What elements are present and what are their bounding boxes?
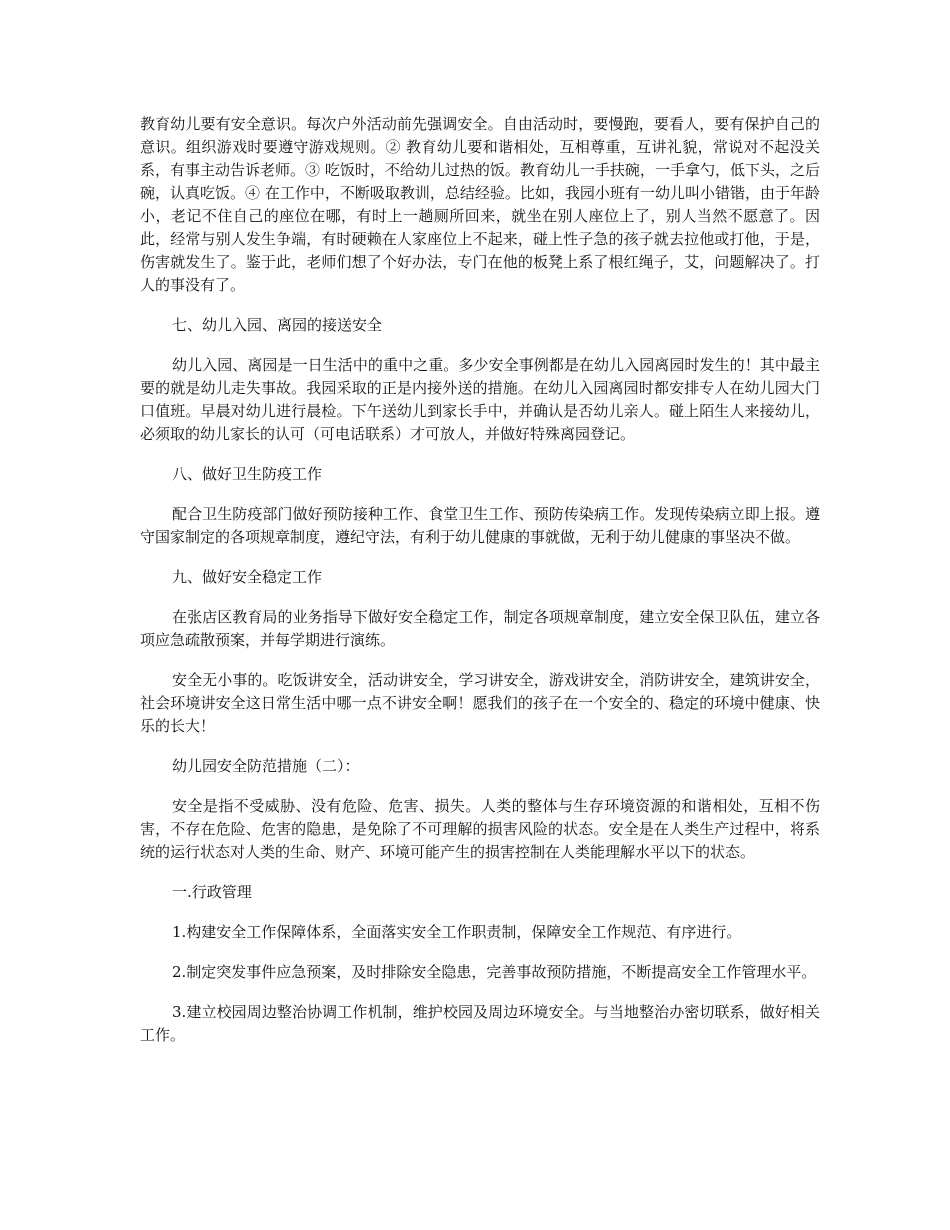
paragraph-stability-work: 在张店区教育局的业务指导下做好安全稳定工作，制定各项规章制度，建立安全保卫队伍，建立各项应急疏散预案，并每学期进行演练。 [140, 608, 820, 649]
paragraph-safety-summary: 安全无小事的。吃饭讲安全，活动讲安全，学习讲安全，游戏讲安全，消防讲安全，建筑讲安全，社会环境讲安全这日常生活中哪一点不讲安全啊！愿我们的孩子在一个安全的、稳定的环境中健康、快乐的长大！ [140, 671, 820, 735]
heading-epidemic-prevention: 八、做好卫生防疫工作 [172, 465, 323, 483]
list-item-admin-2: 2.制定突发事件应急预案，及时排除安全隐患，完善事故预防措施，不断提高安全工作管理水平。 [172, 963, 817, 981]
heading-measures-part-two: 幼儿园安全防范措施（二）： [172, 757, 360, 775]
list-item-admin-3: 3.建立校园周边整治协调工作机制，维护校园及周边环境安全。与当地整治办密切联系，做好相关工作。 [140, 1003, 820, 1044]
paragraph-epidemic-prevention: 配合卫生防疫部门做好预防接种工作、食堂卫生工作、预防传染病工作。发现传染病立即上报。遵守国家制定的各项规章制度，遵纪守法，有利于幼儿健康的事就做，无利于幼儿健康的事坚决不做。 [140, 505, 820, 546]
list-item-admin-1: 1.构建安全工作保障体系，全面落实安全工作职责制，保障安全工作规范、有序进行。 [172, 923, 742, 941]
paragraph-safety-definition: 安全是指不受威胁、没有危险、危害、损失。人类的整体与生存环境资源的和谐相处，互相不伤害，不存在危险、危害的隐患，是免除了不可理解的损害风险的状态。安全是在人类生产过程中，将系统的运行状态对人类的生命、财产、环境可能产生的损害控制在人类能理解水平以下的状态。 [140, 797, 820, 861]
heading-stability-work: 九、做好安全稳定工作 [172, 568, 323, 586]
heading-pickup-safety: 七、幼儿入园、离园的接送安全 [172, 316, 383, 334]
heading-administration: 一.行政管理 [172, 883, 252, 901]
document-page [140, 113, 820, 1064]
paragraph-pickup-safety: 幼儿入园、离园是一日生活中的重中之重。多少安全事例都是在幼儿入园离园时发生的！其中最主要的就是幼儿走失事故。我园采取的正是内接外送的措施。在幼儿入园离园时都安排专人在幼儿园大门口值班。早晨对幼儿进行晨检。下午送幼儿到家长手中，并确认是否幼儿亲人。碰上陌生人来接幼儿，必须取的幼儿家长的认可（可电话联系）才可放人，并做好特殊离园登记。 [140, 356, 820, 443]
paragraph-safety-education: 教育幼儿要有安全意识。每次户外活动前先强调安全。自由活动时，要慢跑，要看人，要有保护自己的意识。组织游戏时要遵守游戏规则。② 教育幼儿要和谐相处，互相尊重，互讲礼貌，常说对不起没关系，有事主动告诉老师。③ 吃饭时，不给幼儿过热的饭。教育幼儿一手扶碗，一手拿勺，低下头，之后碗，认真吃饭。④ 在工作中，不断吸取教训，总结经验。比如，我园小班有一幼儿叫小错锴，由于年龄小，老记不住自己的座位在哪，有时上一趟厕所回来，就坐在别人座位上了，别人当然不愿意了。因此，经常与别人发生争端，有时硬赖在人家座位上不起来，碰上性子急的孩子就去拉他或打他，于是，伤害就发生了。鉴于此，老师们想了个好办法，专门在他的板凳上系了根红绳子，艾，问题解决了。打人的事没有了。 [140, 115, 820, 294]
